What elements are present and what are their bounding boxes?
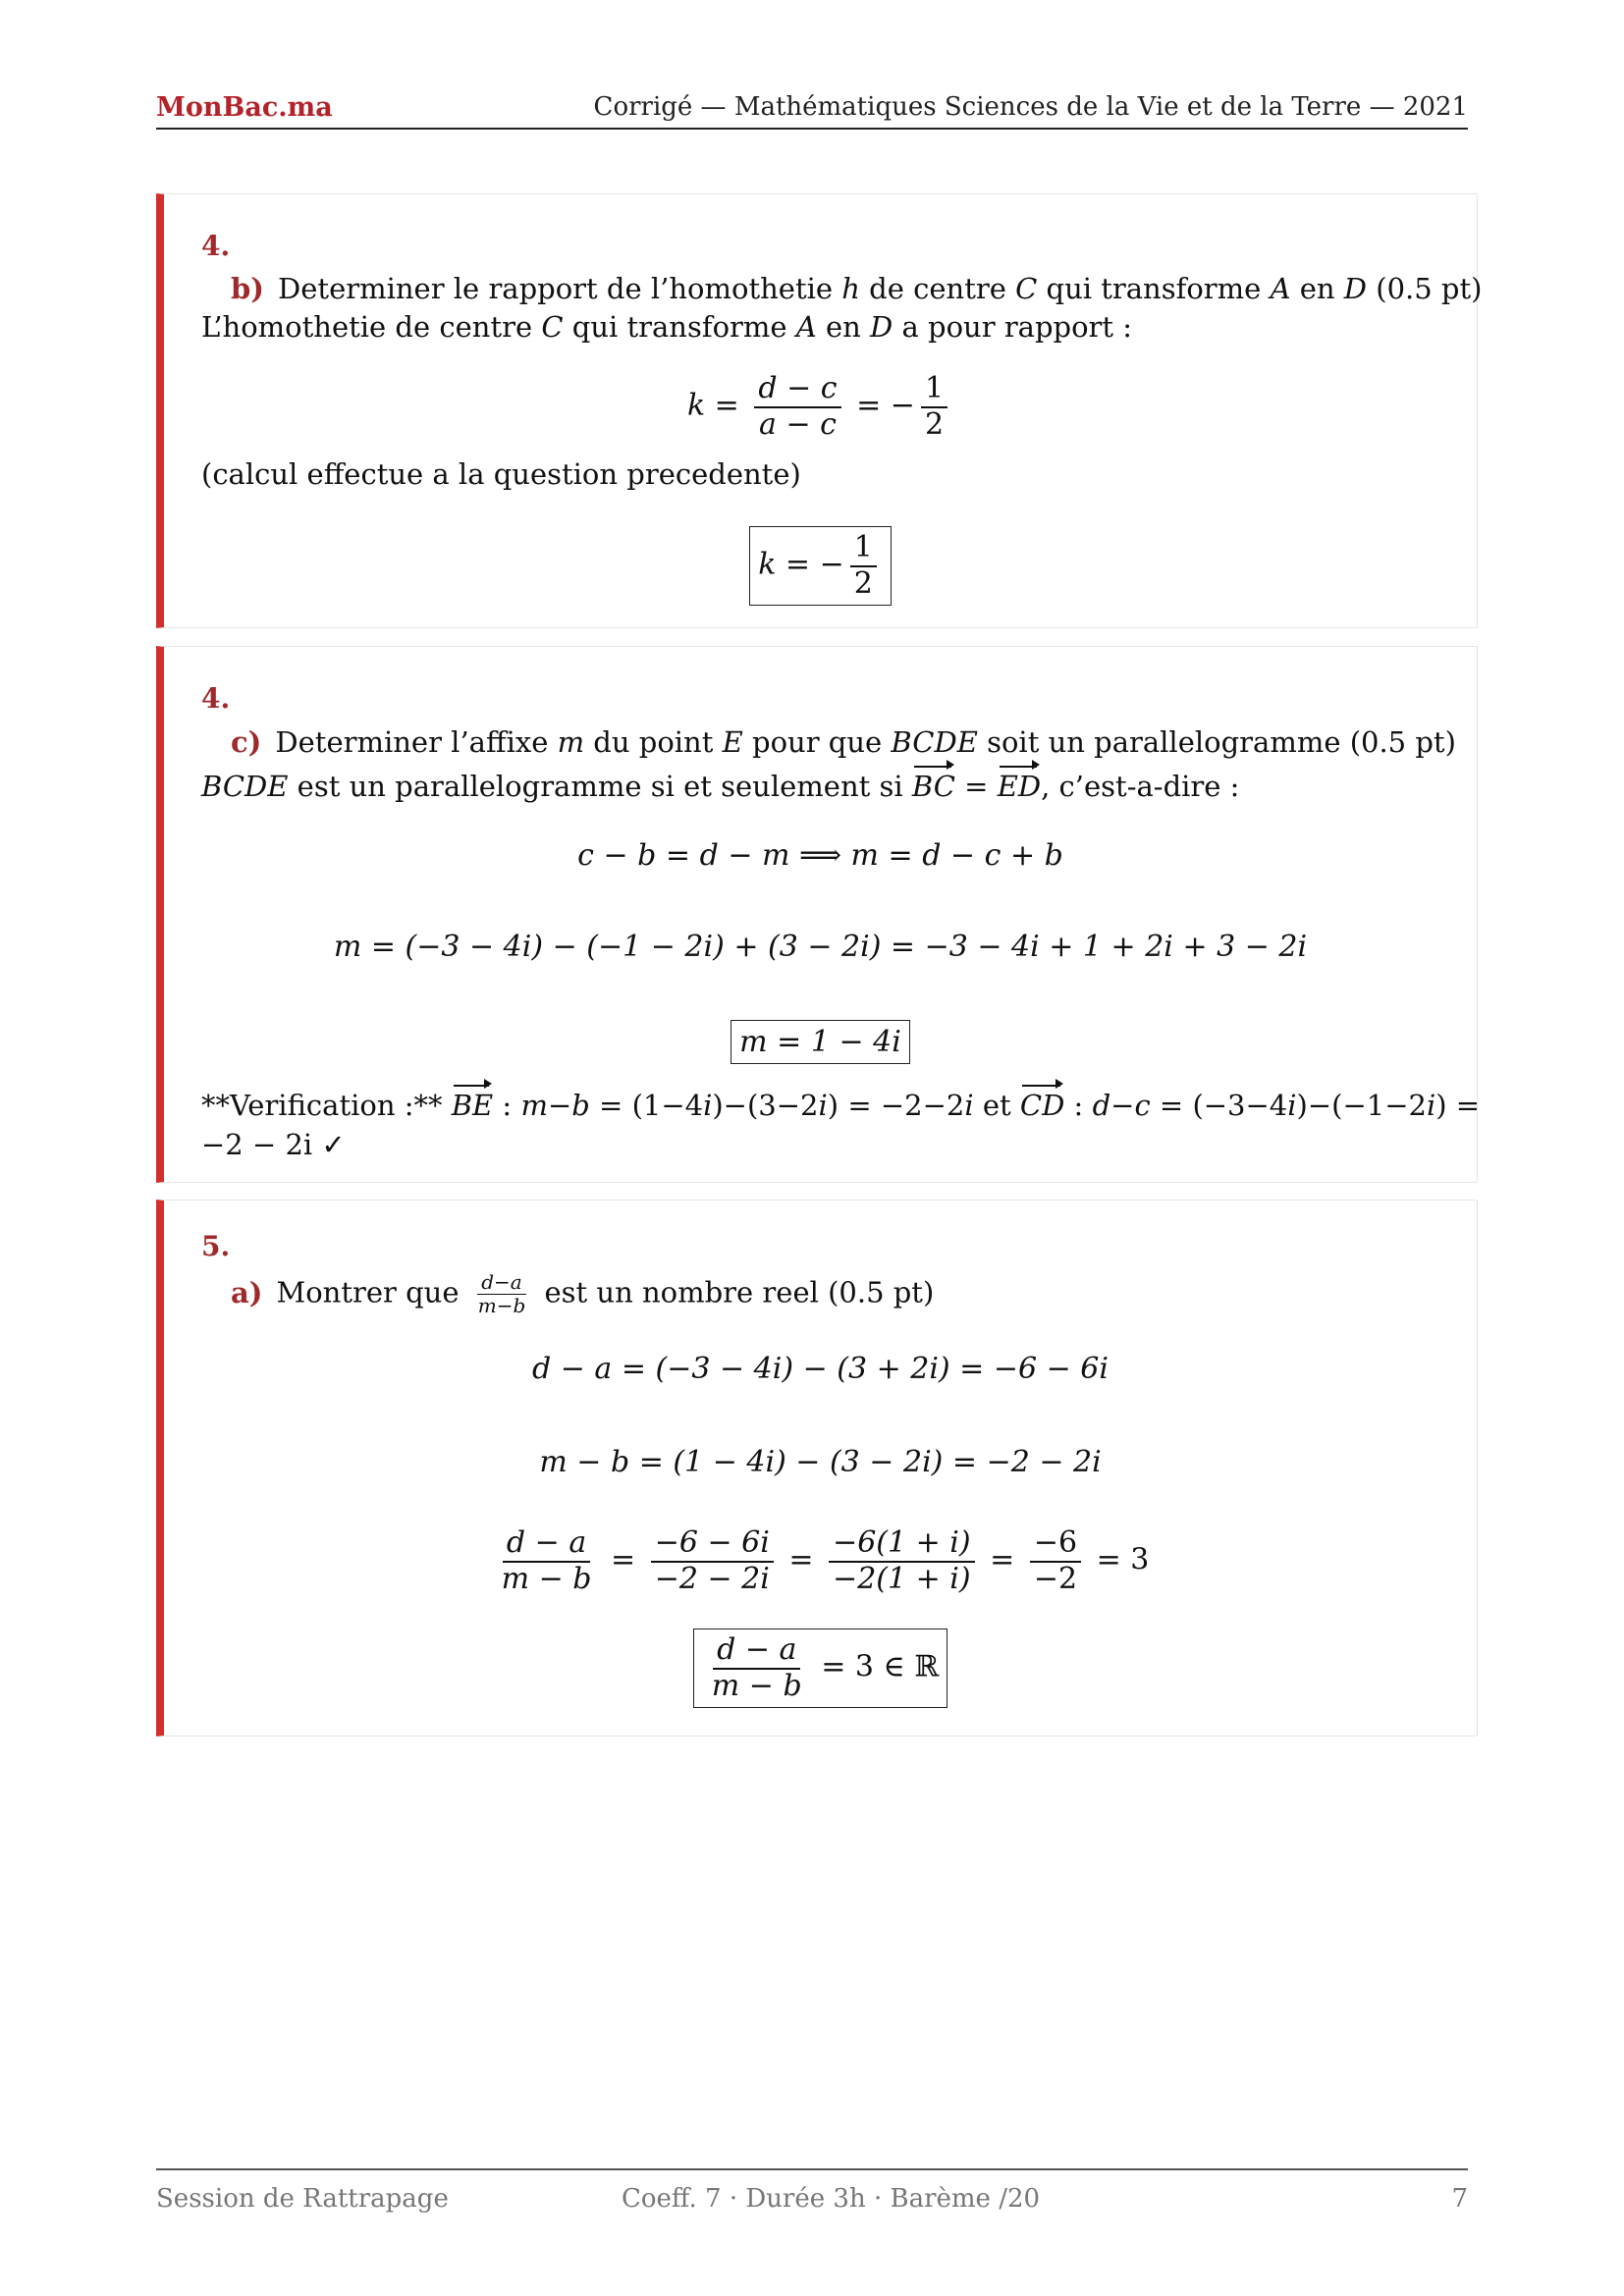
question-5a: a) Montrer que $\frac{d-a}{m-b}$ est un nombre reel (0.5 pt) <box>231 1270 935 1317</box>
question-number: 4. <box>201 682 231 715</box>
section-4b <box>156 193 1483 628</box>
document-title: Corrigé — Mathématiques Sciences de la Vie et de la Terre — 2021 <box>593 92 1468 122</box>
question-4c: c) Determiner l’affixe m du point E pour que BCDE soit un parallelogramme (0.5 pt) <box>231 725 1456 759</box>
intro-text: L’homothetie de centre C qui transforme A en D a pour rapport : <box>201 310 1133 344</box>
ratio-formula: k = $\frac{d - c}{a - c}$ = − $\frac{1}{2}$ <box>164 372 1477 442</box>
question-4b: b) Determiner le rapport de l’homothetie h de centre C qui transforme A en D (0.5 pt) <box>231 272 1483 305</box>
question-part: a) <box>231 1275 263 1309</box>
equation-relation: c − b = d − m ⟹ m = d − c + b <box>577 838 1063 873</box>
equation-m-minus-b: m − b = (1 − 4i) − (3 − 2i) = −2 − 2i <box>539 1445 1102 1479</box>
section-4c <box>156 646 1481 1183</box>
page-header <box>156 90 1468 130</box>
equation-d-minus-a: d − a = (−3 − 4i) − (3 + 2i) = −6 − 6i <box>532 1352 1109 1386</box>
result-value: m = 1 − 4i <box>731 1020 910 1064</box>
question-part: c) <box>231 725 262 759</box>
verification-result: −2 − 2i ✓ <box>201 1128 346 1161</box>
question-part: b) <box>231 272 264 305</box>
page-footer <box>156 2168 1468 2214</box>
footer-session: Session de Rattrapage <box>156 2184 449 2214</box>
boxed-result: k = − $\frac{1}{2}$ <box>164 526 1477 606</box>
equation-quotient: $\frac{d - a}{m - b}$ = $\frac{-6 - 6i}{-2 - 2i}$ = $\frac{-6(1 + i)}{-2(1 + i)}$ = $\frac{-6}{-2}$ = 3 <box>501 1525 1150 1596</box>
section-5a <box>156 1200 1478 1736</box>
boxed-result <box>164 1020 1477 1064</box>
boxed-result: $\frac{d - a}{m - b}$ = 3 ∈ ℝ <box>164 1629 1477 1708</box>
page-number: 7 <box>1451 2184 1468 2214</box>
question-number: 5. <box>201 1230 231 1262</box>
intro-text: BCDE est un parallelogramme si et seulement si BC = ED, c’est-a-dire : <box>201 770 1240 803</box>
brand-logo-text: MonBac.ma <box>156 92 333 123</box>
footer-info: Coeff. 7 · Durée 3h · Barème /20 <box>622 2184 1041 2214</box>
note-text: (calcul effectue a la question precedente) <box>201 457 801 491</box>
verification-line: **Verification :** BE : m−b = (1−4i)−(3−2i) = −2−2i et CD : d−c = (−3−4i)−(−1−2i) = <box>201 1089 1481 1122</box>
equation-computation: m = (−3 − 4i) − (−1 − 2i) + (3 − 2i) = −3 − 4i + 1 + 2i + 3 − 2i <box>333 930 1308 964</box>
question-number: 4. <box>201 230 231 262</box>
